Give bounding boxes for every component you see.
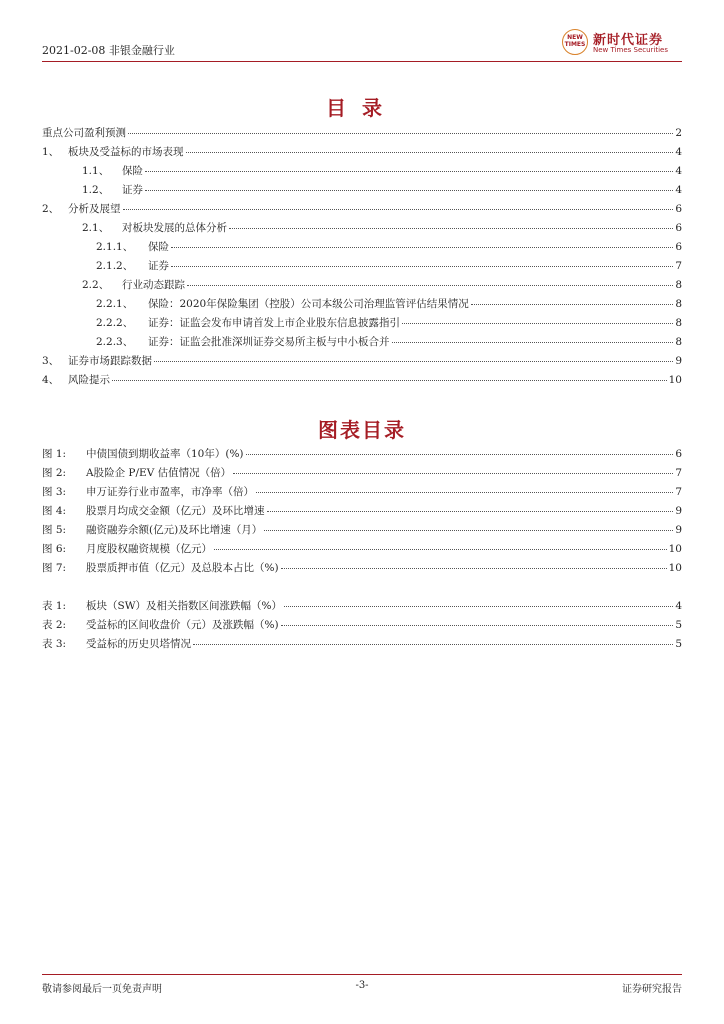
table-item-text: 受益标的历史贝塔情况: [86, 638, 191, 650]
toc-item-text: 重点公司盈利预测: [42, 127, 126, 139]
leader-dots: [171, 266, 673, 267]
toc-item-page: 6: [675, 222, 682, 234]
leader-dots: [281, 568, 667, 569]
toc-item[interactable]: [42, 334, 682, 353]
figures-list: [42, 446, 682, 579]
toc-item-text: 板块及受益标的市场表现: [68, 146, 184, 158]
figure-item-number: 图 5:: [42, 524, 67, 536]
leader-dots: [471, 304, 674, 305]
logo-name-cn: 新时代证券: [593, 33, 664, 48]
toc-item-text: 保险：2020年保险集团（控股）公司本级公司治理监管评估结果情况: [148, 298, 469, 310]
disclaimer-note: 敬请参阅最后一页免责声明: [42, 984, 162, 995]
toc-item[interactable]: [42, 144, 682, 163]
leader-dots: [392, 342, 674, 343]
toc-item-page: 8: [675, 298, 682, 310]
toc-item[interactable]: [42, 125, 682, 144]
figure-item-text: 月度股权融资规模（亿元）: [86, 543, 212, 555]
leader-dots: [233, 473, 673, 474]
toc-item-number: 2.2.2、: [96, 317, 134, 329]
leader-dots: [402, 323, 673, 324]
leader-dots: [187, 285, 673, 286]
page-header: [42, 28, 682, 62]
table-item-page: 5: [675, 638, 682, 650]
header-divider: [42, 61, 682, 62]
leader-dots: [145, 190, 673, 191]
leader-dots: [145, 171, 673, 172]
figure-item-number: 图 1:: [42, 448, 67, 460]
toc-item[interactable]: [42, 182, 682, 201]
toc-item-text: 保险: [122, 165, 143, 177]
leader-dots: [154, 361, 673, 362]
figure-item-text: 中债国债到期收益率（10年）(%): [86, 448, 244, 460]
logo-name-en: New Times Securities: [593, 46, 668, 54]
leader-dots: [264, 530, 673, 531]
toc-item-page: 6: [675, 203, 682, 215]
figure-item-text: 申万证券行业市盈率，市净率（倍）: [86, 486, 254, 498]
toc-item-text: 保险: [148, 241, 169, 253]
page-number: -3-: [355, 980, 369, 991]
leader-dots: [214, 549, 667, 550]
toc-item[interactable]: [42, 296, 682, 315]
table-item-page: 4: [675, 600, 682, 612]
toc-item[interactable]: [42, 201, 682, 220]
figure-item-page: 6: [675, 448, 682, 460]
toc-item-page: 4: [675, 146, 682, 158]
figure-item[interactable]: [42, 522, 682, 541]
page-footer: [42, 974, 682, 998]
toc-item-number: 2、: [42, 203, 60, 215]
figure-item-text: 融资融券余额(亿元)及环比增速（月）: [86, 524, 263, 536]
table-item-number: 表 3:: [42, 638, 67, 650]
toc-item[interactable]: [42, 372, 682, 391]
tables-list: [42, 598, 682, 655]
figures-title: 图表目录: [318, 418, 406, 442]
toc-item-text: 风险提示: [68, 374, 110, 386]
figure-item-number: 图 7:: [42, 562, 67, 574]
figure-item-number: 图 4:: [42, 505, 67, 517]
toc-item-number: 2.2.1、: [96, 298, 134, 310]
figure-item-text: 股票月均成交金额（亿元）及环比增速: [86, 505, 265, 517]
leader-dots: [186, 152, 674, 153]
leader-dots: [246, 454, 674, 455]
figure-item-text: A股险企 P/EV 估值情况（倍）: [86, 467, 232, 479]
company-logo: [562, 28, 682, 58]
table-item-text: 板块（SW）及相关指数区间涨跌幅（%）: [86, 600, 282, 612]
toc-item-page: 2: [675, 127, 682, 139]
figure-item[interactable]: [42, 541, 682, 560]
toc-item-text: 分析及展望: [68, 203, 121, 215]
toc-title: 目录: [326, 96, 398, 120]
toc-item-page: 4: [675, 165, 682, 177]
figure-item-page: 7: [675, 467, 682, 479]
toc-item-page: 4: [675, 184, 682, 196]
toc-item-number: 4、: [42, 374, 60, 386]
toc-item-number: 1.1、: [82, 165, 110, 177]
table-item-number: 表 2:: [42, 619, 67, 631]
figure-item-page: 9: [675, 505, 682, 517]
toc-item-text: 证券：证监会批准深圳证券交易所主板与中小板合并: [148, 336, 390, 348]
leader-dots: [229, 228, 673, 229]
figure-item-page: 9: [675, 524, 682, 536]
figure-item[interactable]: [42, 560, 682, 579]
toc-item[interactable]: [42, 163, 682, 182]
figure-item[interactable]: [42, 503, 682, 522]
logo-badge-icon: NEW TIMES: [562, 29, 588, 55]
toc-item-number: 1.2、: [82, 184, 110, 196]
toc-item-page: 8: [675, 317, 682, 329]
toc-item[interactable]: [42, 315, 682, 334]
toc-item-page: 9: [675, 355, 682, 367]
leader-dots: [193, 644, 673, 645]
table-item-page: 5: [675, 619, 682, 631]
toc-item-number: 2.2、: [82, 279, 110, 291]
leader-dots: [284, 606, 673, 607]
toc-item-page: 8: [675, 336, 682, 348]
toc-item[interactable]: [42, 277, 682, 296]
figure-item-text: 股票质押市值（亿元）及总股本占比（%): [86, 562, 279, 574]
toc-item-page: 10: [668, 374, 682, 386]
toc-item-text: 行业动态跟踪: [122, 279, 185, 291]
table-item[interactable]: [42, 636, 682, 655]
leader-dots: [123, 209, 674, 210]
leader-dots: [171, 247, 673, 248]
table-item[interactable]: [42, 617, 682, 636]
figure-item-page: 10: [668, 543, 682, 555]
leader-dots: [281, 625, 674, 626]
toc-item-text: 对板块发展的总体分析: [122, 222, 227, 234]
figure-item[interactable]: [42, 446, 682, 465]
figure-item[interactable]: [42, 465, 682, 484]
toc-item-text: 证券: [148, 260, 169, 272]
figure-item-page: 10: [668, 562, 682, 574]
leader-dots: [128, 133, 673, 134]
figure-item[interactable]: [42, 484, 682, 503]
leader-dots: [267, 511, 674, 512]
leader-dots: [256, 492, 673, 493]
toc-item-number: 2.2.3、: [96, 336, 134, 348]
toc-item-number: 2.1、: [82, 222, 110, 234]
toc-item[interactable]: [42, 239, 682, 258]
toc-item-number: 2.1.1、: [96, 241, 134, 253]
figure-item-number: 图 3:: [42, 486, 67, 498]
toc-item-page: 8: [675, 279, 682, 291]
header-date-sector: 2021-02-08 非银金融行业: [42, 44, 175, 57]
toc-item-number: 1、: [42, 146, 60, 158]
table-item[interactable]: [42, 598, 682, 617]
toc-item[interactable]: [42, 258, 682, 277]
table-item-number: 表 1:: [42, 600, 67, 612]
toc-item-number: 3、: [42, 355, 60, 367]
figure-item-number: 图 2:: [42, 467, 67, 479]
toc-item[interactable]: [42, 353, 682, 372]
toc-item-text: 证券市场跟踪数据: [68, 355, 152, 367]
toc-list: [42, 125, 682, 391]
report-type: 证券研究报告: [622, 984, 682, 995]
leader-dots: [112, 380, 667, 381]
figure-item-page: 7: [675, 486, 682, 498]
figure-item-number: 图 6:: [42, 543, 67, 555]
table-item-text: 受益标的区间收盘价（元）及涨跌幅（%): [86, 619, 279, 631]
toc-item[interactable]: [42, 220, 682, 239]
toc-item-page: 6: [675, 241, 682, 253]
toc-item-text: 证券：证监会发布申请首发上市企业股东信息披露指引: [148, 317, 400, 329]
toc-item-text: 证券: [122, 184, 143, 196]
toc-item-number: 2.1.2、: [96, 260, 134, 272]
toc-item-page: 7: [675, 260, 682, 272]
footer-divider: [42, 974, 682, 975]
